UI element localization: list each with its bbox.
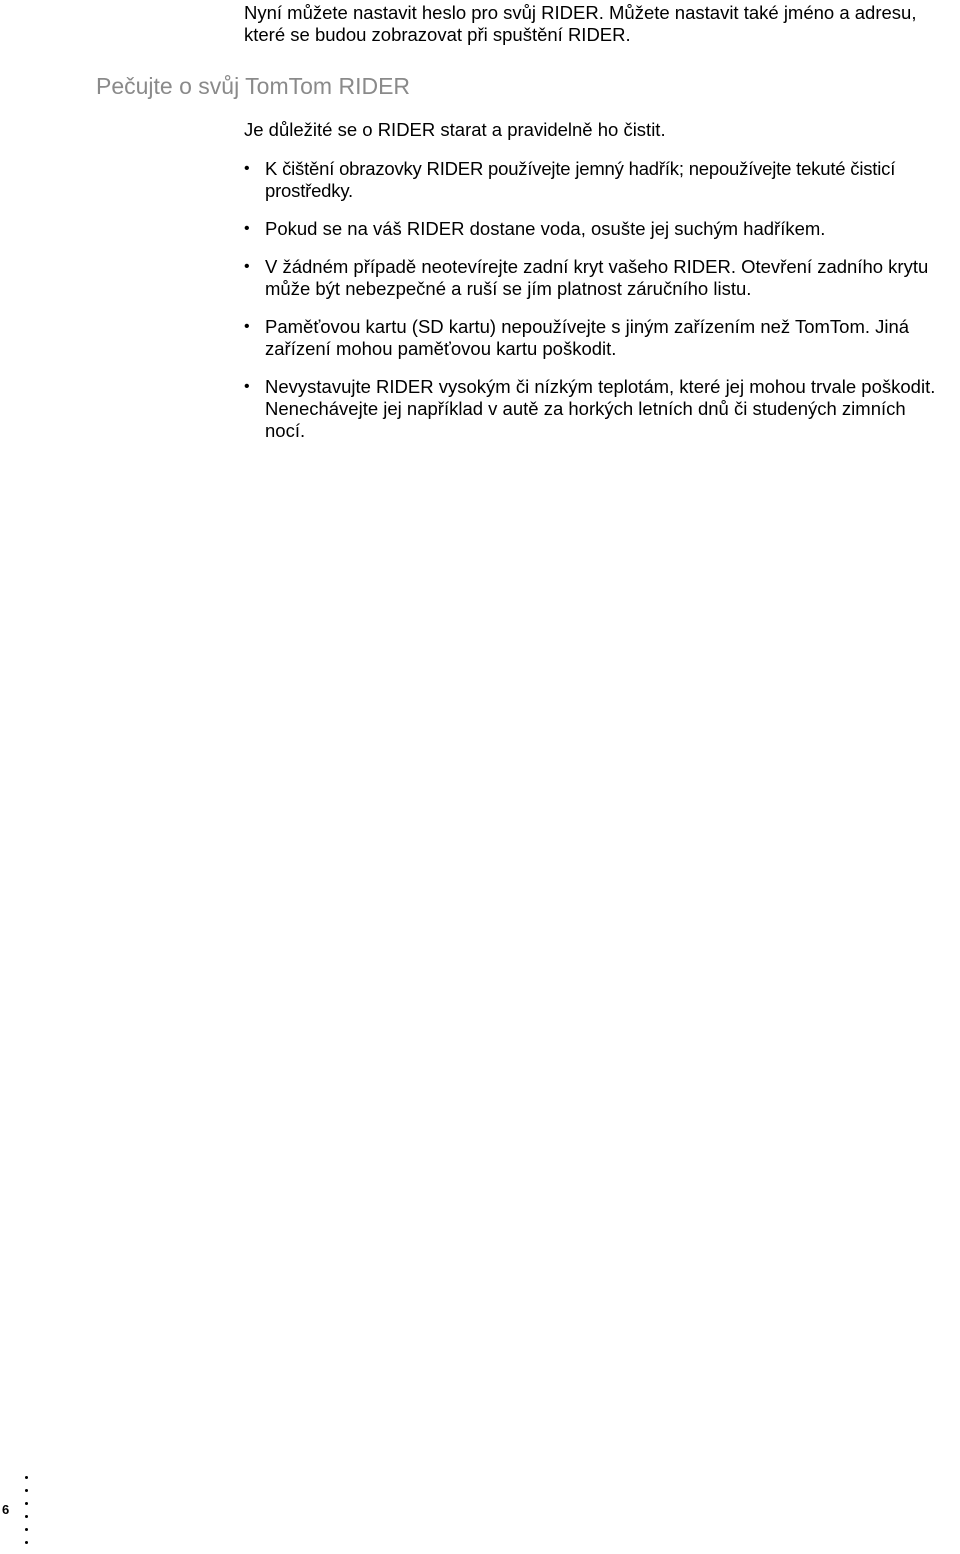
section-heading: Pečujte o svůj TomTom RIDER xyxy=(96,73,411,99)
list-item xyxy=(244,218,949,240)
section-lead-paragraph: Je důležité se o RIDER starat a pravidelně ho čistit. xyxy=(244,119,666,140)
page-number: 6 xyxy=(2,1502,10,1517)
bullet-icon: • xyxy=(244,318,250,335)
bullet-icon: • xyxy=(244,378,250,395)
list-item xyxy=(244,376,949,442)
bullet-icon: • xyxy=(244,258,250,275)
list-item xyxy=(244,158,949,202)
list-item xyxy=(244,316,949,360)
bullet-icon: • xyxy=(244,220,250,237)
list-item xyxy=(244,256,949,300)
list-item-text: Pokud se na váš RIDER dostane voda, osušte jej suchým hadříkem. xyxy=(265,218,826,239)
bullet-icon: • xyxy=(244,160,250,177)
intro-paragraph: Nyní můžete nastavit heslo pro svůj RIDER. Můžete nastavit také jméno a adresu, které se budou zobrazovat při spuštění RIDER. xyxy=(244,2,917,45)
care-instructions-list xyxy=(244,158,949,458)
list-item-text: Paměťovou kartu (SD kartu) nepoužívejte s jiným zařízením než TomTom. Jiná zařízení mohou paměťovou kartu poškodit. xyxy=(265,316,910,359)
list-item-text: V žádném případě neotevírejte zadní kryt vašeho RIDER. Otevření zadního krytu může být nebezpečné a ruší se jím platnost záručního listu. xyxy=(265,256,929,299)
list-item-text: Nevystavujte RIDER vysokým či nízkým teplotám, které jej mohou trvale poškodit. Nenechávejte jej například v autě za horkých letních dnů či studených zimních nocí. xyxy=(265,376,936,441)
dotted-margin-decoration-icon xyxy=(25,1476,31,1554)
list-item-text: K čištění obrazovky RIDER používejte jemný hadřík; nepoužívejte tekuté čisticí prostředky. xyxy=(265,158,896,201)
page-footer xyxy=(0,1470,60,1545)
